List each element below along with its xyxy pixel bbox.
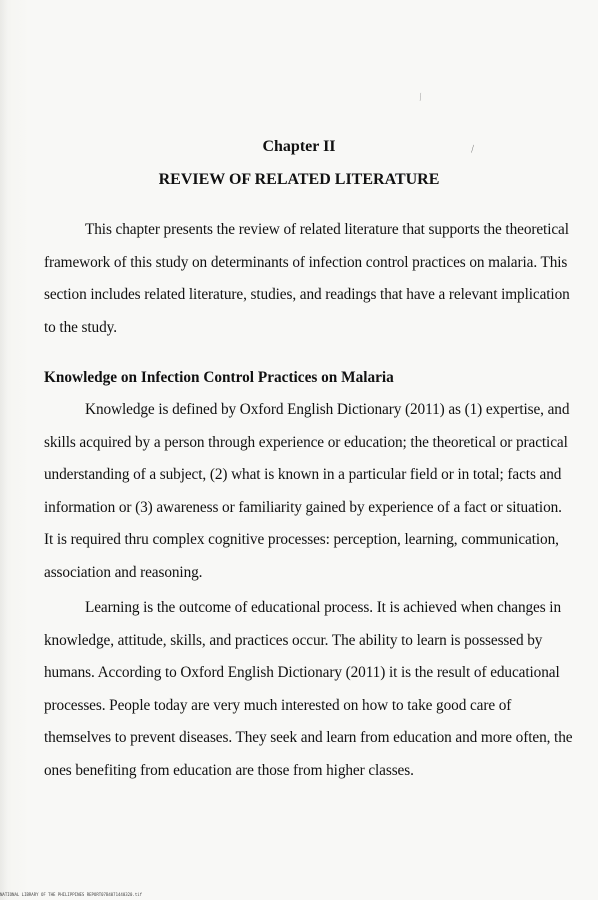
chapter-heading: Chapter II — [262, 138, 336, 155]
stray-mark: ⁄ — [417, 92, 425, 103]
section-heading: Knowledge on Infection Control Practices on Malaria — [44, 369, 394, 386]
learning-paragraph: Learning is the outcome of educational process. It is achieved when changes in knowledge, attitude, skills, and practices occur. The ability to learn is possessed by humans. According to Oxford English Dictionary (2011) it is the result of educational processes. People today are very much interested on how to take good care of themselves to prevent diseases. They seek and learn from education and more often, the ones benefiting from education are those from higher classes. — [44, 599, 573, 779]
stray-mark: ⁄ — [470, 144, 476, 155]
knowledge-paragraph: Knowledge is defined by Oxford English Dictionary (2011) as (1) expertise, and skills acquired by a person through experience or education; the theoretical or practical understanding of a subject, (2) what is known in a particular field or in total; facts and information or (3) awareness or familiarity gained by experience of a fact or situation. It is required thru complex cognitive processes: perception, learning, communication, association and reasoning. — [44, 401, 570, 581]
intro-paragraph: This chapter presents the review of related literature that supports the theoretical framework of this study on determinants of infection control practices on malaria. This section includes related literature, studies, and readings that have a relevant implication to the study. — [44, 221, 570, 336]
scan-footer-text: NATIONAL LIBRARY OF THE PHILIPPINES REPORT07B4071440320.tif — [0, 892, 143, 897]
chapter-title: REVIEW OF RELATED LITERATURE — [158, 171, 440, 188]
